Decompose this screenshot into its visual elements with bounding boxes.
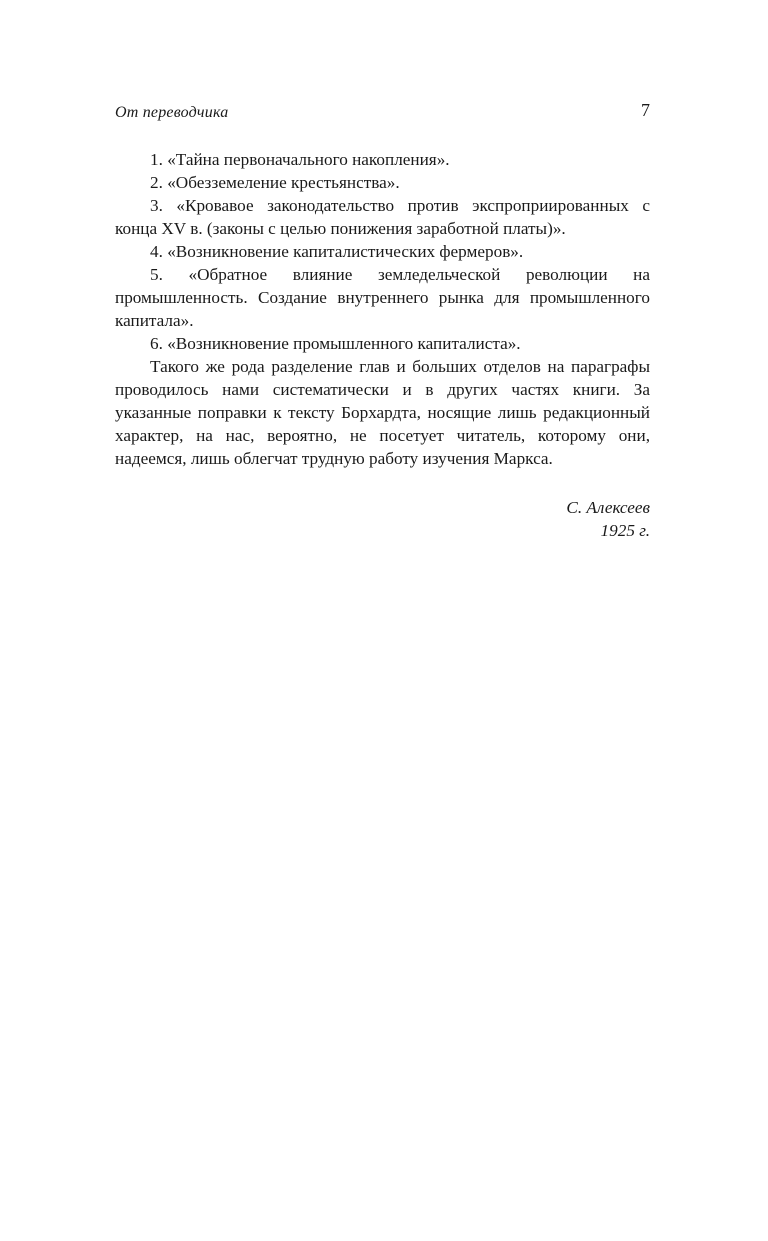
running-head bbox=[115, 96, 650, 130]
list-item-3: 3. «Кровавое законодательство против экспроприированных с конца XV в. (законы с целью понижения заработной платы)». bbox=[115, 196, 650, 238]
book-page bbox=[115, 96, 650, 540]
list-item-4: 4. «Возникновение капиталистических фермеров». bbox=[150, 242, 524, 261]
signature bbox=[566, 496, 650, 542]
list-item-6: 6. «Возникновение промышленного капиталиста». bbox=[150, 334, 521, 353]
signature-author: С. Алексеев bbox=[566, 498, 650, 517]
body-text bbox=[115, 148, 650, 470]
list-item-2: 2. «Обезземеление крестьянства». bbox=[150, 173, 400, 192]
page-number: 7 bbox=[641, 100, 650, 120]
body-paragraph: Такого же рода разделение глав и больших отделов на параграфы проводилось нами систематически и в других частях книги. За указанные поправки к тексту Борхардта, носящие лишь редакционный характер, на нас, вероятно, не посетует читатель, которому они, надеемся, лишь облегчат трудную работу изучения Маркса. bbox=[115, 357, 650, 468]
list-item-1: 1. «Тайна первоначального накопления». bbox=[150, 150, 450, 169]
list-item-5: 5. «Обратное влияние земледельческой революции на промышленность. Создание внутреннего рынка для промышленного капитала». bbox=[115, 265, 650, 330]
running-title: От переводчика bbox=[115, 104, 229, 121]
signature-year: 1925 г. bbox=[600, 521, 650, 540]
